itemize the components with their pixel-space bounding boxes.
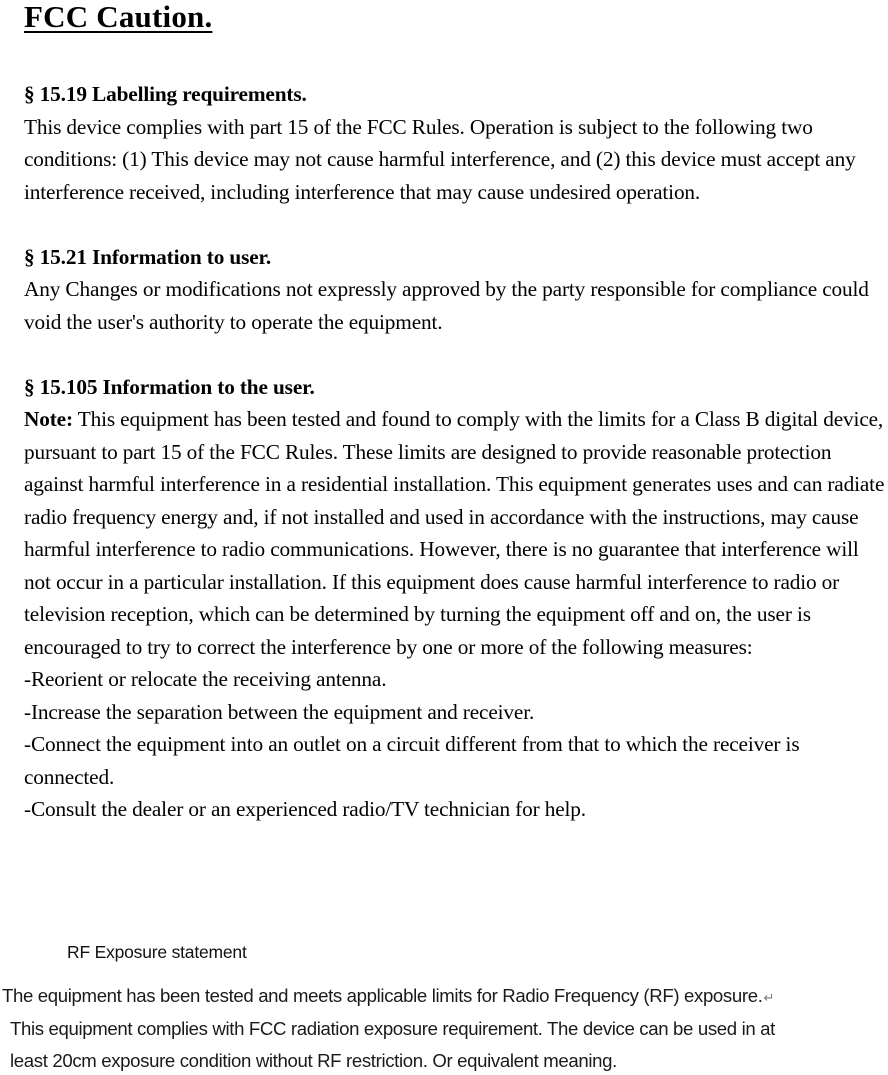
section-body	[24, 403, 886, 663]
rf-exposure-heading: RF Exposure statement	[67, 942, 247, 962]
measure-item: -Consult the dealer or an experienced radio/TV technician for help.	[24, 797, 586, 821]
section-heading: § 15.21 Information to user.	[24, 244, 272, 269]
rf-line-text: The equipment has been tested and meets applicable limits for Radio Frequency (RF) exposure.	[2, 985, 763, 1006]
section-heading: § 15.19 Labelling requirements.	[24, 82, 307, 106]
section-15-105	[24, 371, 886, 826]
note-label: Note:	[24, 407, 73, 431]
rf-exposure-line	[2, 984, 774, 1010]
spacer	[24, 208, 886, 241]
spacer	[24, 338, 886, 371]
document	[24, 0, 886, 826]
measure-item: -Reorient or relocate the receiving antenna.	[24, 667, 387, 691]
page-title: FCC Caution.	[24, 0, 213, 34]
spacer	[24, 34, 886, 78]
section-body: This device complies with part 15 of the FCC Rules. Operation is subject to the following two conditions: (1) This device may not cause harmful interference, and (2) this device must accept any interference received, including interference that may cause undesired operation.	[24, 114, 856, 204]
rf-exposure-line: This equipment complies with FCC radiation exposure requirement. The device can be used in at	[10, 1018, 775, 1039]
measure-item: -Increase the separation between the equipment and receiver.	[24, 699, 535, 724]
note-text: This equipment has been tested and found to comply with the limits for a Class B digital device, pursuant to part 15 of the FCC Rules. These limits are designed to provide reasonable protection against harmful interference in a residential installation. This equipment generates uses and can radiate radio frequency energy and, if not installed and used in accordance with the instructions, may cause harmful interference to radio communications. However, there is no guarantee that interference will not occur in a particular installation. If this equipment does cause harmful interference to radio or television reception, which can be determined by turning the equipment off and on, the user is encouraged to try to correct the interference by one or more of the following measures:	[24, 407, 885, 659]
section-heading: § 15.105 Information to the user.	[24, 374, 315, 399]
section-15-19	[24, 78, 886, 208]
rf-exposure-line: least 20cm exposure condition without RF restriction. Or equivalent meaning.	[10, 1050, 617, 1071]
section-15-21	[24, 241, 886, 339]
measure-item: -Connect the equipment into an outlet on a circuit different from that to which the receiver is connected.	[24, 732, 800, 789]
section-body: Any Changes or modifications not expressly approved by the party responsible for compliance could void the user's authority to operate the equipment.	[24, 277, 869, 334]
return-mark-icon: ↵	[763, 990, 775, 1005]
